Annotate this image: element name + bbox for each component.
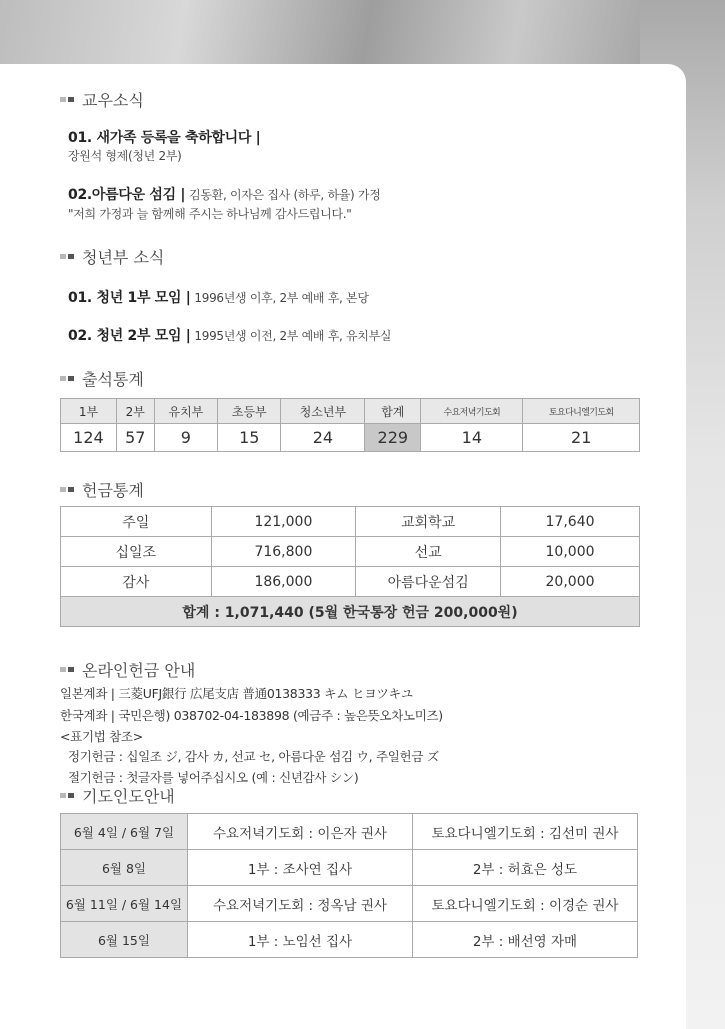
prayer-cell: 토요다니엘기도회 : 김선미 권사	[412, 814, 637, 850]
section-title-youth: 청년부 소식	[60, 245, 164, 268]
attendance-header-row	[61, 399, 640, 424]
table-row	[61, 537, 640, 567]
offering-cell: 121,000	[211, 507, 356, 537]
attendance-header: 청소년부	[281, 399, 365, 424]
news-item-2: 02.아름다운 섬김 | 김동환, 이자은 집사 (하루, 하율) 가정	[68, 187, 381, 203]
bullet-icon	[68, 254, 74, 259]
offering-cell: 17,640	[501, 507, 640, 537]
offering-cell: 십일조	[61, 537, 212, 567]
bullet-icon	[60, 97, 66, 102]
offering-cell: 선교	[356, 537, 501, 567]
news-item-1-sub: 장원석 형제(청년 2부)	[68, 149, 182, 163]
prayer-cell: 수요저녁기도회 : 이은자 권사	[187, 814, 412, 850]
table-row	[61, 567, 640, 597]
prayer-table	[60, 813, 638, 958]
attendance-header: 수요저녁기도회	[421, 399, 523, 424]
prayer-date: 6월 8일	[61, 850, 188, 886]
prayer-date: 6월 4일 / 6월 7일	[61, 814, 188, 850]
prayer-date: 6월 11일 / 6월 14일	[61, 886, 188, 922]
online-notation-title: <표기법 참조>	[60, 729, 143, 744]
youth-item-2: 02. 청년 2부 모임 | 1995년생 이전, 2부 예배 후, 유치부실	[68, 328, 392, 344]
news-item-2-quote: "저희 가정과 늘 함께해 주시는 하나님께 감사드립니다."	[68, 207, 352, 221]
table-row	[61, 922, 638, 958]
section-title-attendance: 출석통계	[60, 367, 144, 390]
news-item-1: 01. 새가족 등록을 축하합니다 |	[68, 130, 261, 146]
prayer-cell: 2부 : 배선영 자매	[412, 922, 637, 958]
attendance-table	[60, 398, 640, 452]
bullet-icon	[60, 793, 66, 798]
offering-cell: 186,000	[211, 567, 356, 597]
offering-cell: 아름다운섬김	[356, 567, 501, 597]
attendance-header: 유치부	[154, 399, 217, 424]
offering-total-row	[61, 597, 640, 627]
offering-cell: 10,000	[501, 537, 640, 567]
attendance-value-total: 229	[365, 424, 421, 452]
offering-cell: 교회학교	[356, 507, 501, 537]
attendance-value-row	[61, 424, 640, 452]
prayer-cell: 수요저녁기도회 : 정옥남 권사	[187, 886, 412, 922]
offering-cell: 감사	[61, 567, 212, 597]
attendance-header: 2부	[116, 399, 154, 424]
table-row	[61, 814, 638, 850]
bullet-icon	[68, 376, 74, 381]
attendance-value: 124	[61, 424, 117, 452]
table-row	[61, 850, 638, 886]
section-title-prayer: 기도인도안내	[60, 784, 175, 807]
section-title-offering: 헌금통계	[60, 478, 144, 501]
prayer-date: 6월 15일	[61, 922, 188, 958]
attendance-value: 9	[154, 424, 217, 452]
online-regular-notation: 정기헌금 : 십일조 ジ, 감사 カ, 선교 セ, 아름다운 섬김 ウ, 주일헌금 ズ	[68, 749, 439, 764]
bullet-icon	[60, 254, 66, 259]
attendance-value: 57	[116, 424, 154, 452]
prayer-cell: 1부 : 조사연 집사	[187, 850, 412, 886]
prayer-cell: 토요다니엘기도회 : 이경순 권사	[412, 886, 637, 922]
online-seasonal-notation: 절기헌금 : 첫글자를 넣어주십시오 (예 : 신년감사 シン)	[68, 770, 359, 785]
offering-total: 합계 : 1,071,440 (5월 한국통장 헌금 200,000원)	[61, 597, 640, 627]
attendance-value: 21	[523, 424, 640, 452]
bullet-icon	[68, 487, 74, 492]
bullet-icon	[60, 487, 66, 492]
bullet-icon	[68, 97, 74, 102]
section-title-online: 온라인헌금 안내	[60, 658, 195, 681]
offering-cell: 716,800	[211, 537, 356, 567]
section-title-news: 교우소식	[60, 88, 144, 111]
prayer-cell: 2부 : 허효은 성도	[412, 850, 637, 886]
attendance-header: 1부	[61, 399, 117, 424]
attendance-value: 24	[281, 424, 365, 452]
attendance-value: 14	[421, 424, 523, 452]
attendance-header: 토요다니엘기도회	[523, 399, 640, 424]
prayer-cell: 1부 : 노임선 집사	[187, 922, 412, 958]
online-korea-account: 한국계좌 | 국민은행) 038702-04-183898 (예금주 : 높은뜻오차노미즈)	[60, 708, 443, 723]
bullet-icon	[60, 376, 66, 381]
offering-cell: 20,000	[501, 567, 640, 597]
table-row	[61, 886, 638, 922]
bullet-icon	[60, 667, 66, 672]
attendance-header: 초등부	[218, 399, 281, 424]
offering-cell: 주일	[61, 507, 212, 537]
table-row	[61, 507, 640, 537]
online-japan-account: 일본계좌 | 三菱UFJ銀行 広尾支店 普通0138333 キム ヒヨツキユ	[60, 686, 414, 701]
attendance-header-total: 합계	[365, 399, 421, 424]
attendance-value: 15	[218, 424, 281, 452]
youth-item-1: 01. 청년 1부 모임 | 1996년생 이후, 2부 예배 후, 본당	[68, 290, 369, 306]
bullet-icon	[68, 793, 74, 798]
offering-table	[60, 506, 640, 627]
bullet-icon	[68, 667, 74, 672]
